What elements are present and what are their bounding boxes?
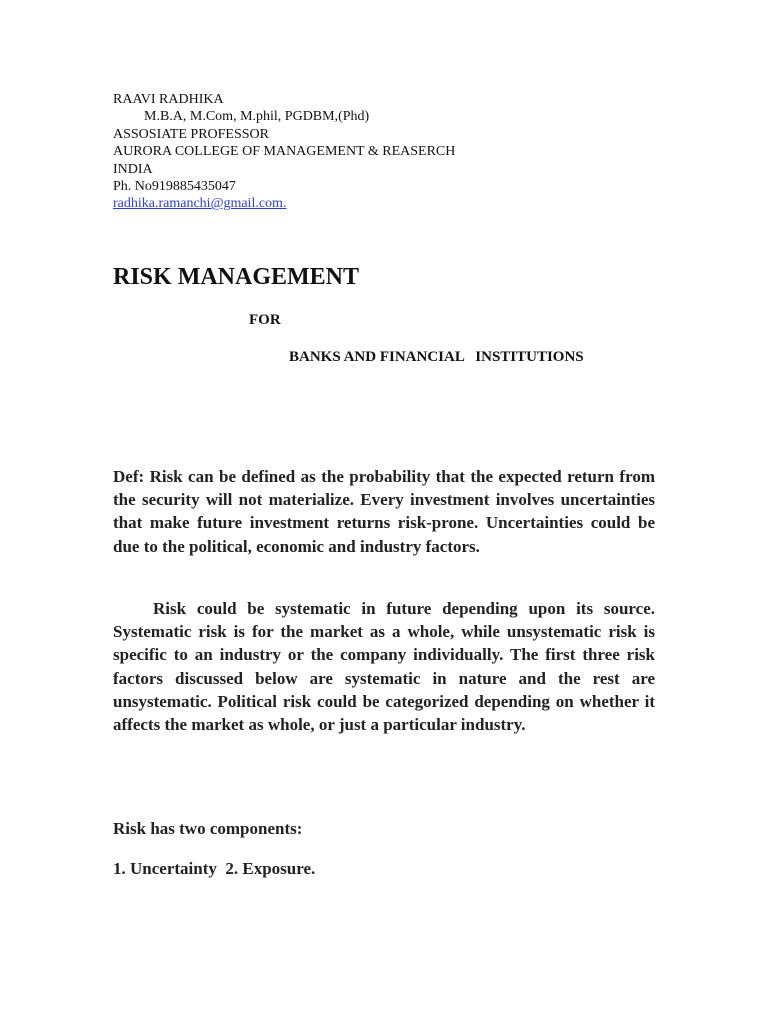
author-degrees: M.B.A, M.Com, M.phil, PGDBM,(Phd): [144, 109, 370, 125]
definition-paragraph: Def: Risk can be defined as the probability that the expected return from the security will not materialize. Every investment involves uncertainties that make future investment returns risk-prone. Uncertainties could be due to the political, economic and industry factors.: [113, 467, 655, 556]
author-name: RAAVI RADHIKA: [113, 92, 224, 107]
author-block: [113, 91, 455, 213]
author-country: INDIA: [113, 161, 153, 177]
systematic-risk-paragraph: Risk could be systematic in future depending upon its source. Systematic risk is for the market as a whole, while unsystematic risk is specific to an industry or the company individually. The first three risk factors discussed below are systematic in nature and the rest are unsystematic. Political risk could be categorized depending on whether it affects the market as whole, or just a particular industry.: [113, 599, 655, 735]
title-connector: FOR: [249, 312, 281, 328]
author-position: ASSOSIATE PROFESSOR: [113, 126, 269, 142]
components-heading: Risk has two components:: [113, 819, 303, 838]
author-college: AURORA COLLEGE OF MANAGEMENT & REASERCH: [113, 144, 456, 160]
author-email-line: [113, 195, 455, 212]
author-phone: Ph. No919885435047: [113, 179, 236, 195]
components-list: 1. Uncertainty 2. Exposure.: [113, 859, 316, 878]
document-subtitle: BANKS AND FINANCIAL INSTITUTIONS: [289, 349, 584, 365]
document-title: RISK MANAGEMENT: [113, 264, 360, 290]
author-email-link[interactable]: radhika.ramanchi@gmail.com.: [113, 196, 287, 212]
